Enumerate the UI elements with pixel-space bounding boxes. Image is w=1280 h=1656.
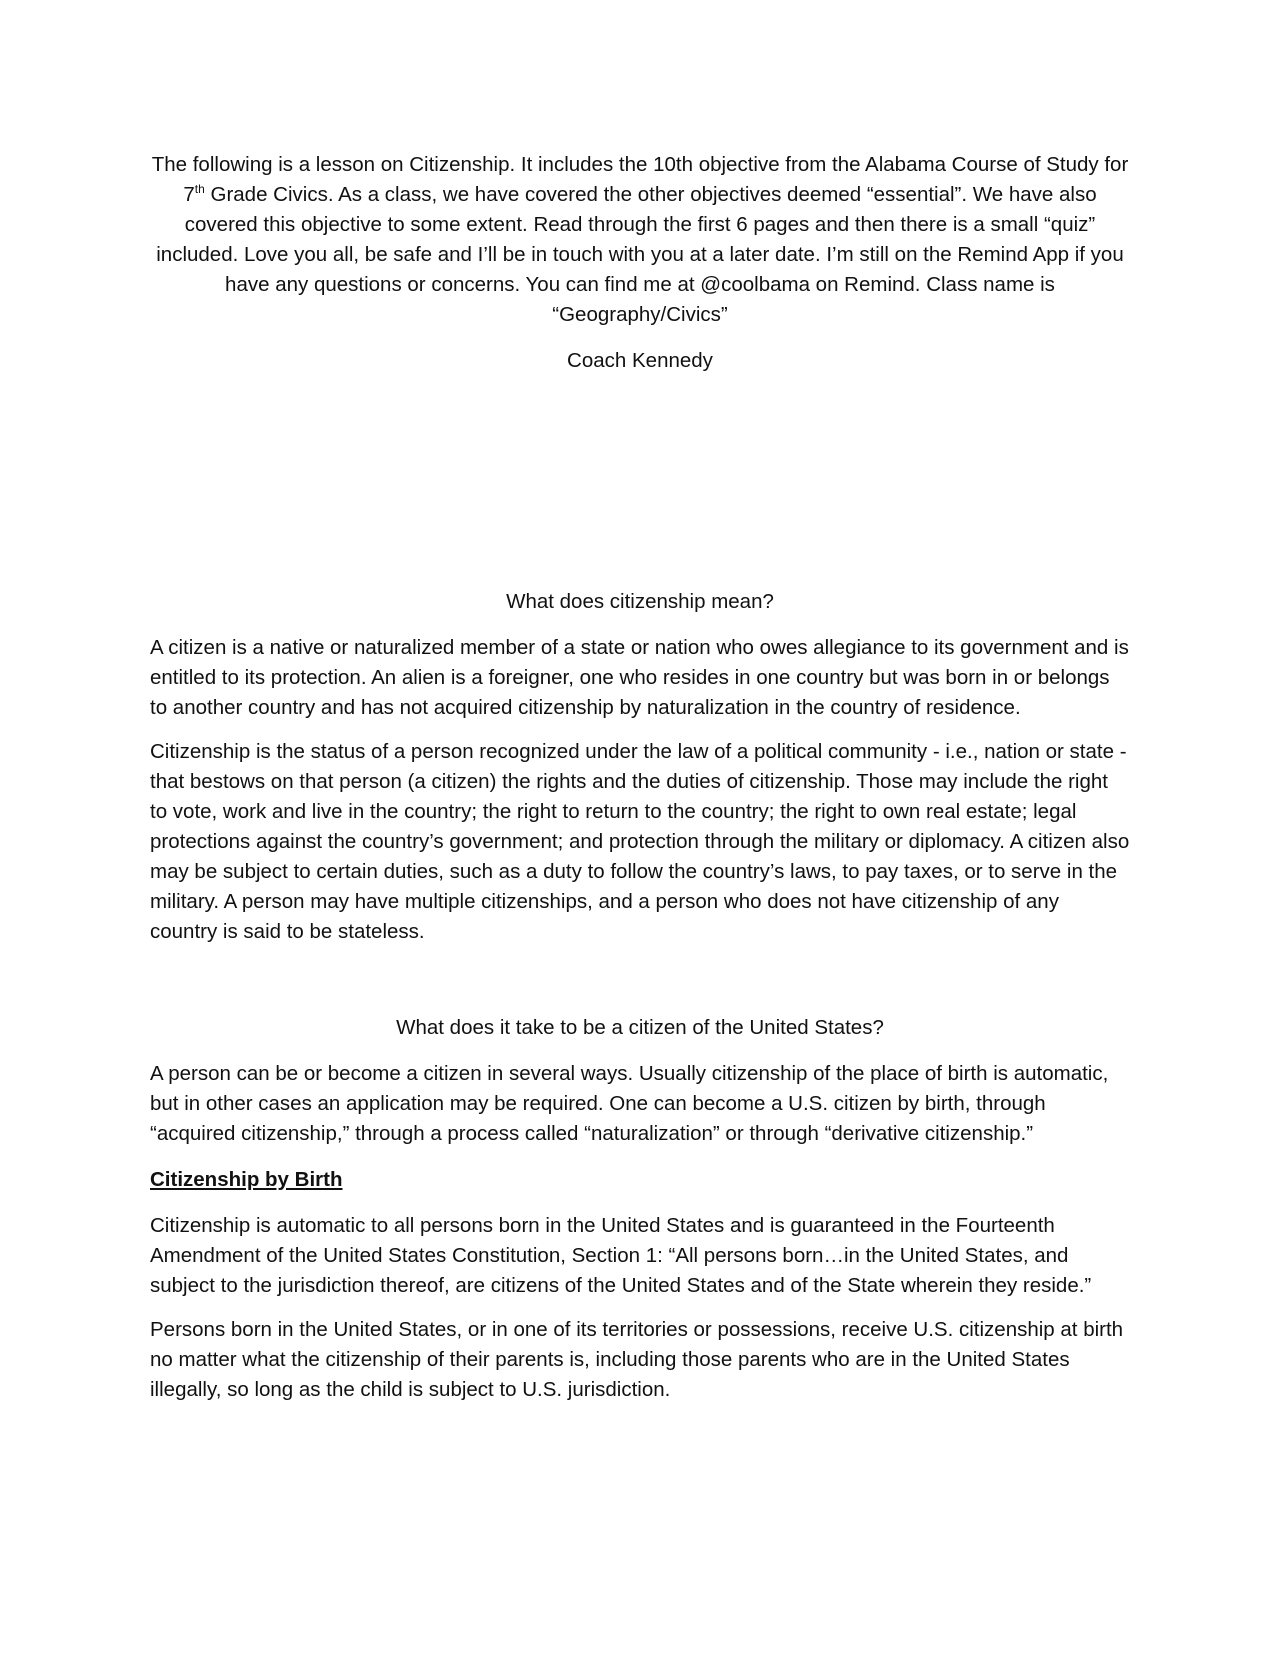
intro-paragraph bbox=[150, 150, 1130, 330]
paragraph-citizen-definition: A citizen is a native or naturalized member of a state or nation who owes allegiance to its government and is entitled to its protection. An alien is a foreigner, one who resides in one country but was born in or belongs to another country and has not acquired citizenship by naturalization in the country of residence. bbox=[150, 636, 1129, 719]
section-heading-citizenship-meaning: What does citizenship mean? bbox=[506, 590, 774, 613]
paragraph-fourteenth-amendment: Citizenship is automatic to all persons born in the United States and is guaranteed in the Fourteenth Amendment of the United States Constitution, Section 1: “All persons born…in the United States, and subject to the jurisdiction thereof, are citizens of the United States and of the State wherein they reside.” bbox=[150, 1214, 1092, 1297]
intro-superscript: th bbox=[194, 182, 205, 197]
subheading-citizenship-by-birth: Citizenship by Birth bbox=[150, 1168, 343, 1191]
paragraph-born-in-us: Persons born in the United States, or in one of its territories or possessions, receive U.S. citizenship at birth no matter what the citizenship of their parents is, including those parents who are in the United States illegally, so long as the child is subject to U.S. jurisdiction. bbox=[150, 1318, 1124, 1401]
intro-text-part1: The following is a lesson on Citizenship. It includes the 10th objective from the Alabama Course of Study for 7 bbox=[151, 153, 1129, 206]
paragraph-become-citizen: A person can be or become a citizen in several ways. Usually citizenship of the place of birth is automatic, but in other cases an application may be required. One can become a U.S. citizen by birth, through “acquired citizenship,” through a process called “naturalization” or through “derivative citizenship.” bbox=[150, 1062, 1109, 1145]
signature: Coach Kennedy bbox=[567, 349, 713, 372]
paragraph-citizenship-status: Citizenship is the status of a person recognized under the law of a political community - i.e., nation or state - that bestows on that person (a citizen) the rights and the duties of citizenship. Those may include the right to vote, work and live in the country; the right to return to the country; the right to own real estate; legal protections against the country’s government; and protection through the military or diplomacy. A citizen also may be subject to certain duties, such as a duty to follow the country’s laws, to pay taxes, or to serve in the military. A person may have multiple citizenships, and a person who does not have citizenship of any country is said to be stateless. bbox=[150, 740, 1130, 943]
document-page bbox=[150, 150, 1130, 1405]
intro-text-part2: Grade Civics. As a class, we have covered the other objectives deemed “essential”. We have also covered this objective to some extent. Read through the first 6 pages and then there is a small “quiz” included. Love you all, be safe and I’ll be in touch with you at a later date. I’m still on the Remind App if you have any questions or concerns. You can find me at @coolbama on Remind. Class name is “Geography/Civics” bbox=[156, 183, 1124, 326]
section-heading-us-citizen: What does it take to be a citizen of the United States? bbox=[396, 1016, 884, 1039]
